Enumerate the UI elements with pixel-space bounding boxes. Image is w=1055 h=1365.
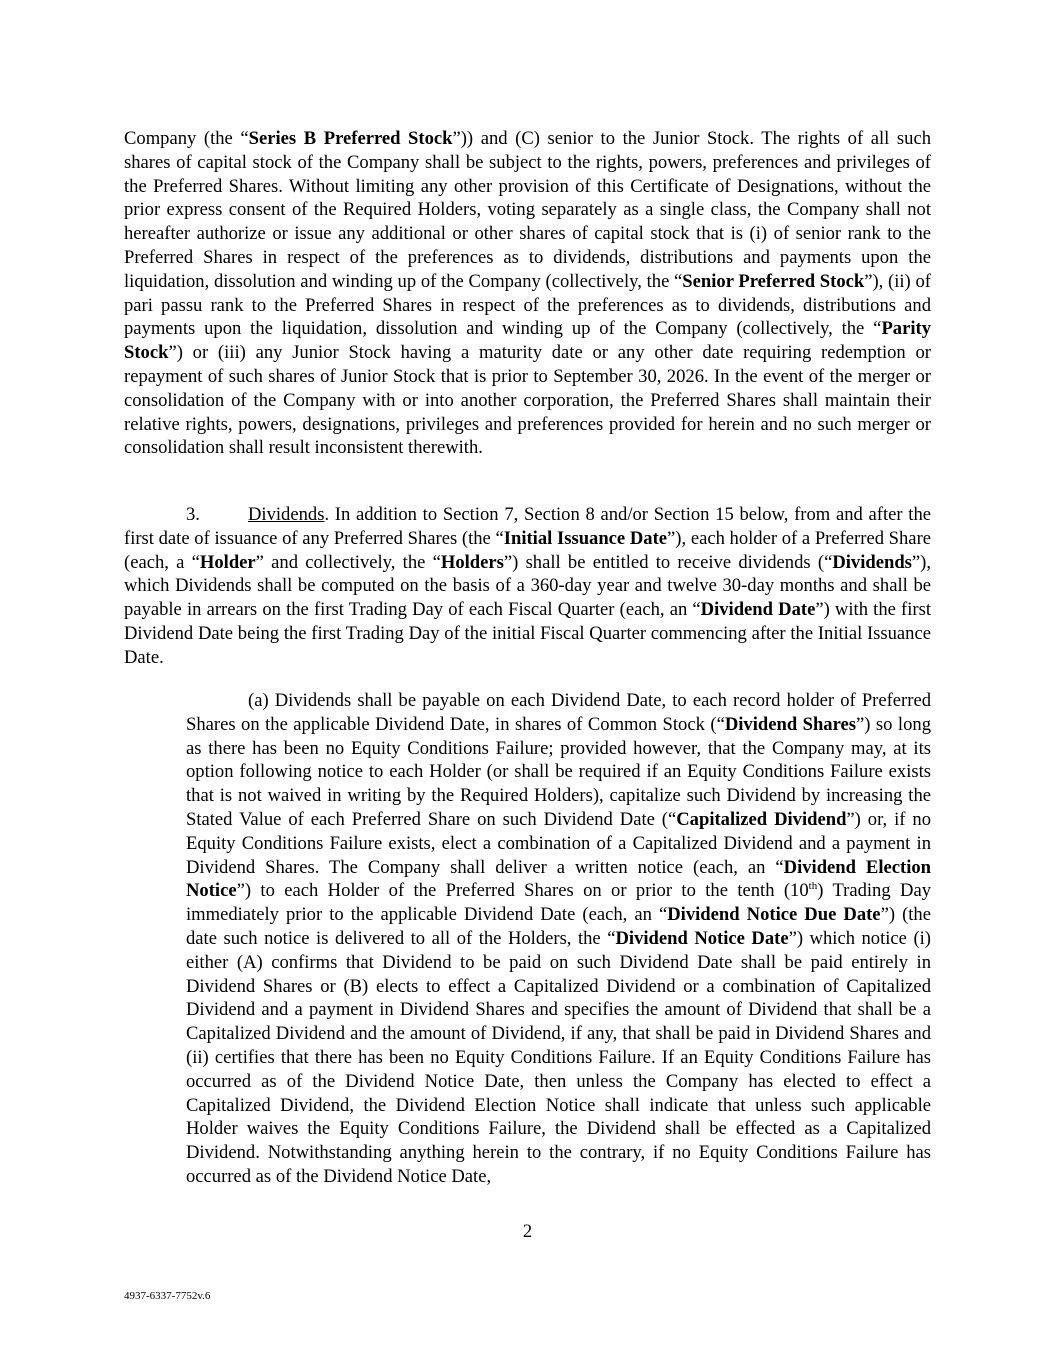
section-heading: Dividends xyxy=(248,504,325,525)
defined-term-dividend-date: Dividend Date xyxy=(700,599,816,621)
defined-term-senior-preferred-stock: Senior Preferred Stock xyxy=(682,270,865,292)
defined-term-capitalized-dividend: Capitalized Dividend xyxy=(676,808,847,830)
section-number: 3. xyxy=(186,504,200,525)
defined-term-dividend-election-notice: Dividend Election Notice xyxy=(186,856,932,902)
paragraph-ranking: Company (the “Series B Preferred Stock”)) and (C) senior to the Junior Stock. The rights of all such shares of capital stock of the Company shall be subject to the rights, powers, preferences and privileges of the Preferred Shares. Without limiting any other provision of this Certificate of Designations, without the prior express consent of the Required Holders, voting separately as a single class, the Company shall not hereafter authorize or issue any additional or other shares of capital stock that is (i) of senior rank to the Preferred Shares in respect of the preferences as to dividends, distributions and payments upon the liquidation, dissolution and winding up of the Company (collectively, the “Senior Preferred Stock”), (ii) of pari passu rank to the Preferred Shares in respect of the preferences as to dividends, distributions and payments upon the liquidation, dissolution and winding up of the Company (collectively, the “Parity Stock”) or (iii) any Junior Stock having a maturity date or any other date requiring redemption or repayment of such shares of Junior Stock that is prior to September 30, 2026. In the event of the merger or consolidation of the Company with or into another corporation, the Preferred Shares shall maintain their relative rights, powers, designations, privileges and preferences provided for herein and no such merger or consolidation shall result inconsistent therewith. xyxy=(124,128,931,459)
defined-term-holder: Holder xyxy=(199,551,256,573)
defined-term-dividends: Dividends xyxy=(832,551,912,573)
defined-term-holders: Holders xyxy=(440,551,504,573)
defined-term-dividend-shares: Dividend Shares xyxy=(724,713,857,735)
defined-term-initial-issuance-date: Initial Issuance Date xyxy=(503,527,668,549)
defined-term-parity-stock: Parity Stock xyxy=(124,318,931,364)
document-id: 4937-6337-7752v.6 xyxy=(124,1290,211,1302)
defined-term-dividend-notice-date: Dividend Notice Date xyxy=(615,927,789,949)
ordinal-superscript: th xyxy=(808,880,818,893)
section-3-dividends: 3. Dividends. In addition to Section 7, Section 8 and/or Section 15 below, from and after the first date of issuance of any Preferred Shares (the “Initial Issuance Date”), each holder of a Preferred Share (each, a “Holder” and collectively, the “Holders”) shall be entitled to receive dividends (“Dividends”), which Dividends shall be computed on the basis of a 360-day year and twelve 30-day months and shall be payable in arrears on the first Trading Day of each Fiscal Quarter (each, an “Dividend Date”) with the first Dividend Date being the first Trading Day of the initial Fiscal Quarter commencing after the Initial Issuance Date. xyxy=(124,504,932,668)
subsection-a: (a) Dividends shall be payable on each Dividend Date, to each record holder of Preferred Shares on the applicable Dividend Date, in shares of Common Stock (“Dividend Shares”) so long as there has been no Equity Conditions Failure; provided however, that the Company may, at its option following notice to each Holder (or shall be required if an Equity Conditions Failure exists that is not waived in writing by the Required Holders), capitalize such Dividend by increasing the Stated Value of each Preferred Share on such Dividend Date (“Capitalized Dividend”) or, if no Equity Conditions Failure exists, elect a combination of a Capitalized Dividend and a payment in Dividend Shares. The Company shall deliver a written notice (each, an “Dividend Election Notice”) to each Holder of the Preferred Shares on or prior to the tenth (10th) Trading Day immediately prior to the applicable Dividend Date (each, an “Dividend Notice Due Date”) (the date such notice is delivered to all of the Holders, the “Dividend Notice Date”) which notice (i) either (A) confirms that Dividend to be paid on such Dividend Date shall be paid entirely in Dividend Shares or (B) elects to effect a Capitalized Dividend or a combination of Capitalized Dividend and a payment in Dividend Shares and specifies the amount of Dividend that shall be a Capitalized Dividend and the amount of Dividend, if any, that shall be paid in Dividend Shares and (ii) certifies that there has been no Equity Conditions Failure. If an Equity Conditions Failure has occurred as of the Dividend Notice Date, then unless the Company has elected to effect a Capitalized Dividend, the Dividend Election Notice shall indicate that unless such applicable Holder waives the Equity Conditions Failure, the Dividend shall be effected as a Capitalized Dividend. Notwithstanding anything herein to the contrary, if no Equity Conditions Failure has occurred as of the Dividend Notice Date, xyxy=(186,690,932,1187)
defined-term-series-b-preferred-stock: Series B Preferred Stock xyxy=(248,128,453,149)
page-number: 2 xyxy=(522,1221,533,1242)
defined-term-dividend-notice-due-date: Dividend Notice Due Date xyxy=(667,904,881,926)
